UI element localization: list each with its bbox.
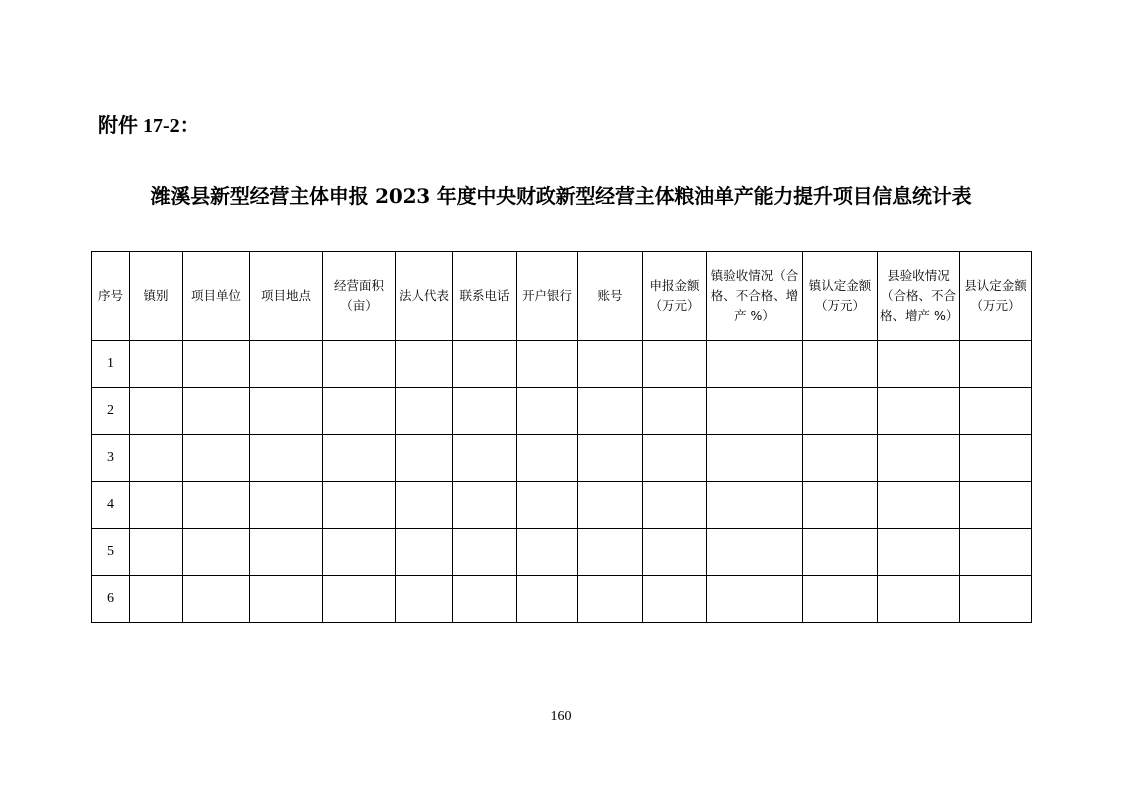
table-cell[interactable]: [130, 482, 183, 529]
table-cell[interactable]: [578, 482, 643, 529]
table-row: [92, 435, 1032, 482]
table-cell[interactable]: [250, 341, 323, 388]
table-cell[interactable]: [643, 482, 707, 529]
table-body: [92, 341, 1032, 623]
column-header: 县认定金额（万元）: [960, 252, 1032, 341]
table-cell[interactable]: [517, 576, 578, 623]
table-cell[interactable]: [960, 529, 1032, 576]
column-header: 镇认定金额（万元）: [803, 252, 878, 341]
table-row: [92, 529, 1032, 576]
table-cell[interactable]: [396, 576, 453, 623]
table-row: [92, 576, 1032, 623]
table-cell[interactable]: [578, 341, 643, 388]
table-cell[interactable]: [183, 388, 250, 435]
row-number: 6: [92, 576, 130, 623]
table-cell[interactable]: [960, 576, 1032, 623]
table-cell[interactable]: [707, 529, 803, 576]
table-cell[interactable]: [578, 388, 643, 435]
table-cell[interactable]: [707, 576, 803, 623]
table-cell[interactable]: [643, 576, 707, 623]
table-cell[interactable]: [517, 388, 578, 435]
table-cell[interactable]: [183, 529, 250, 576]
table-cell[interactable]: [130, 388, 183, 435]
table-cell[interactable]: [453, 341, 517, 388]
table-cell[interactable]: [323, 341, 396, 388]
column-header: 联系电话: [453, 252, 517, 341]
table-cell[interactable]: [707, 388, 803, 435]
table-cell[interactable]: [250, 529, 323, 576]
table-cell[interactable]: [323, 435, 396, 482]
table-cell[interactable]: [803, 576, 878, 623]
table-row: [92, 388, 1032, 435]
column-header: 镇别: [130, 252, 183, 341]
table-cell[interactable]: [396, 482, 453, 529]
table-cell[interactable]: [960, 341, 1032, 388]
table-cell[interactable]: [396, 341, 453, 388]
table-cell[interactable]: [878, 529, 960, 576]
attachment-label: 附件 17-2：: [98, 115, 200, 137]
table-cell[interactable]: [878, 576, 960, 623]
table-cell[interactable]: [960, 388, 1032, 435]
table-cell[interactable]: [130, 435, 183, 482]
column-header: 项目单位: [183, 252, 250, 341]
table-cell[interactable]: [578, 529, 643, 576]
page-title: 潍溪县新型经营主体申报 2023 年度中央财政新型经营主体粮油单产能力提升项目信息统计表: [150, 184, 972, 208]
table-cell[interactable]: [396, 529, 453, 576]
table-cell[interactable]: [960, 482, 1032, 529]
table-cell[interactable]: [250, 435, 323, 482]
row-number: 4: [92, 482, 130, 529]
table-cell[interactable]: [250, 576, 323, 623]
column-header: 序号: [92, 252, 130, 341]
table-cell[interactable]: [453, 576, 517, 623]
table-cell[interactable]: [578, 576, 643, 623]
table-cell[interactable]: [878, 435, 960, 482]
row-number: 2: [92, 388, 130, 435]
table-cell[interactable]: [803, 341, 878, 388]
table-cell[interactable]: [803, 482, 878, 529]
table-cell[interactable]: [643, 388, 707, 435]
table-cell[interactable]: [323, 482, 396, 529]
column-header: 账号: [578, 252, 643, 341]
table-row: [92, 341, 1032, 388]
table-cell[interactable]: [250, 388, 323, 435]
table-cell[interactable]: [803, 529, 878, 576]
table-cell[interactable]: [643, 435, 707, 482]
table-cell[interactable]: [878, 341, 960, 388]
table-row: [92, 482, 1032, 529]
table-cell[interactable]: [878, 388, 960, 435]
table-cell[interactable]: [960, 435, 1032, 482]
row-number: 3: [92, 435, 130, 482]
table-cell[interactable]: [643, 529, 707, 576]
column-header: 申报金额（万元）: [643, 252, 707, 341]
column-header: 项目地点: [250, 252, 323, 341]
statistics-table: [91, 251, 1032, 623]
table-cell[interactable]: [250, 482, 323, 529]
table-cell[interactable]: [130, 576, 183, 623]
table-cell[interactable]: [183, 482, 250, 529]
table-cell[interactable]: [396, 435, 453, 482]
table-cell[interactable]: [517, 529, 578, 576]
table-cell[interactable]: [517, 482, 578, 529]
table-cell[interactable]: [878, 482, 960, 529]
table-header-row: [92, 252, 1032, 341]
table-cell[interactable]: [183, 576, 250, 623]
table-cell[interactable]: [578, 435, 643, 482]
table-cell[interactable]: [323, 576, 396, 623]
table-cell[interactable]: [396, 388, 453, 435]
page-number: 160: [550, 709, 572, 724]
table-cell[interactable]: [183, 435, 250, 482]
table-cell[interactable]: [453, 388, 517, 435]
table-cell[interactable]: [707, 435, 803, 482]
table-cell[interactable]: [453, 482, 517, 529]
table-cell[interactable]: [183, 341, 250, 388]
row-number: 5: [92, 529, 130, 576]
table-cell[interactable]: [453, 435, 517, 482]
table-cell[interactable]: [323, 388, 396, 435]
table-cell[interactable]: [517, 341, 578, 388]
table-cell[interactable]: [803, 435, 878, 482]
column-header: 镇验收情况（合格、不合格、增产 %）: [707, 252, 803, 341]
table-cell[interactable]: [707, 341, 803, 388]
row-number: 1: [92, 341, 130, 388]
table-cell[interactable]: [323, 529, 396, 576]
table-cell[interactable]: [643, 341, 707, 388]
column-header: 开户银行: [517, 252, 578, 341]
table-cell[interactable]: [707, 482, 803, 529]
table-cell[interactable]: [517, 435, 578, 482]
table-cell[interactable]: [803, 388, 878, 435]
table-cell[interactable]: [453, 529, 517, 576]
table-cell[interactable]: [130, 341, 183, 388]
column-header: 县验收情况（合格、不合格、增产 %）: [878, 252, 960, 341]
column-header: 经营面积（亩）: [323, 252, 396, 341]
table-cell[interactable]: [130, 529, 183, 576]
column-header: 法人代表: [396, 252, 453, 341]
